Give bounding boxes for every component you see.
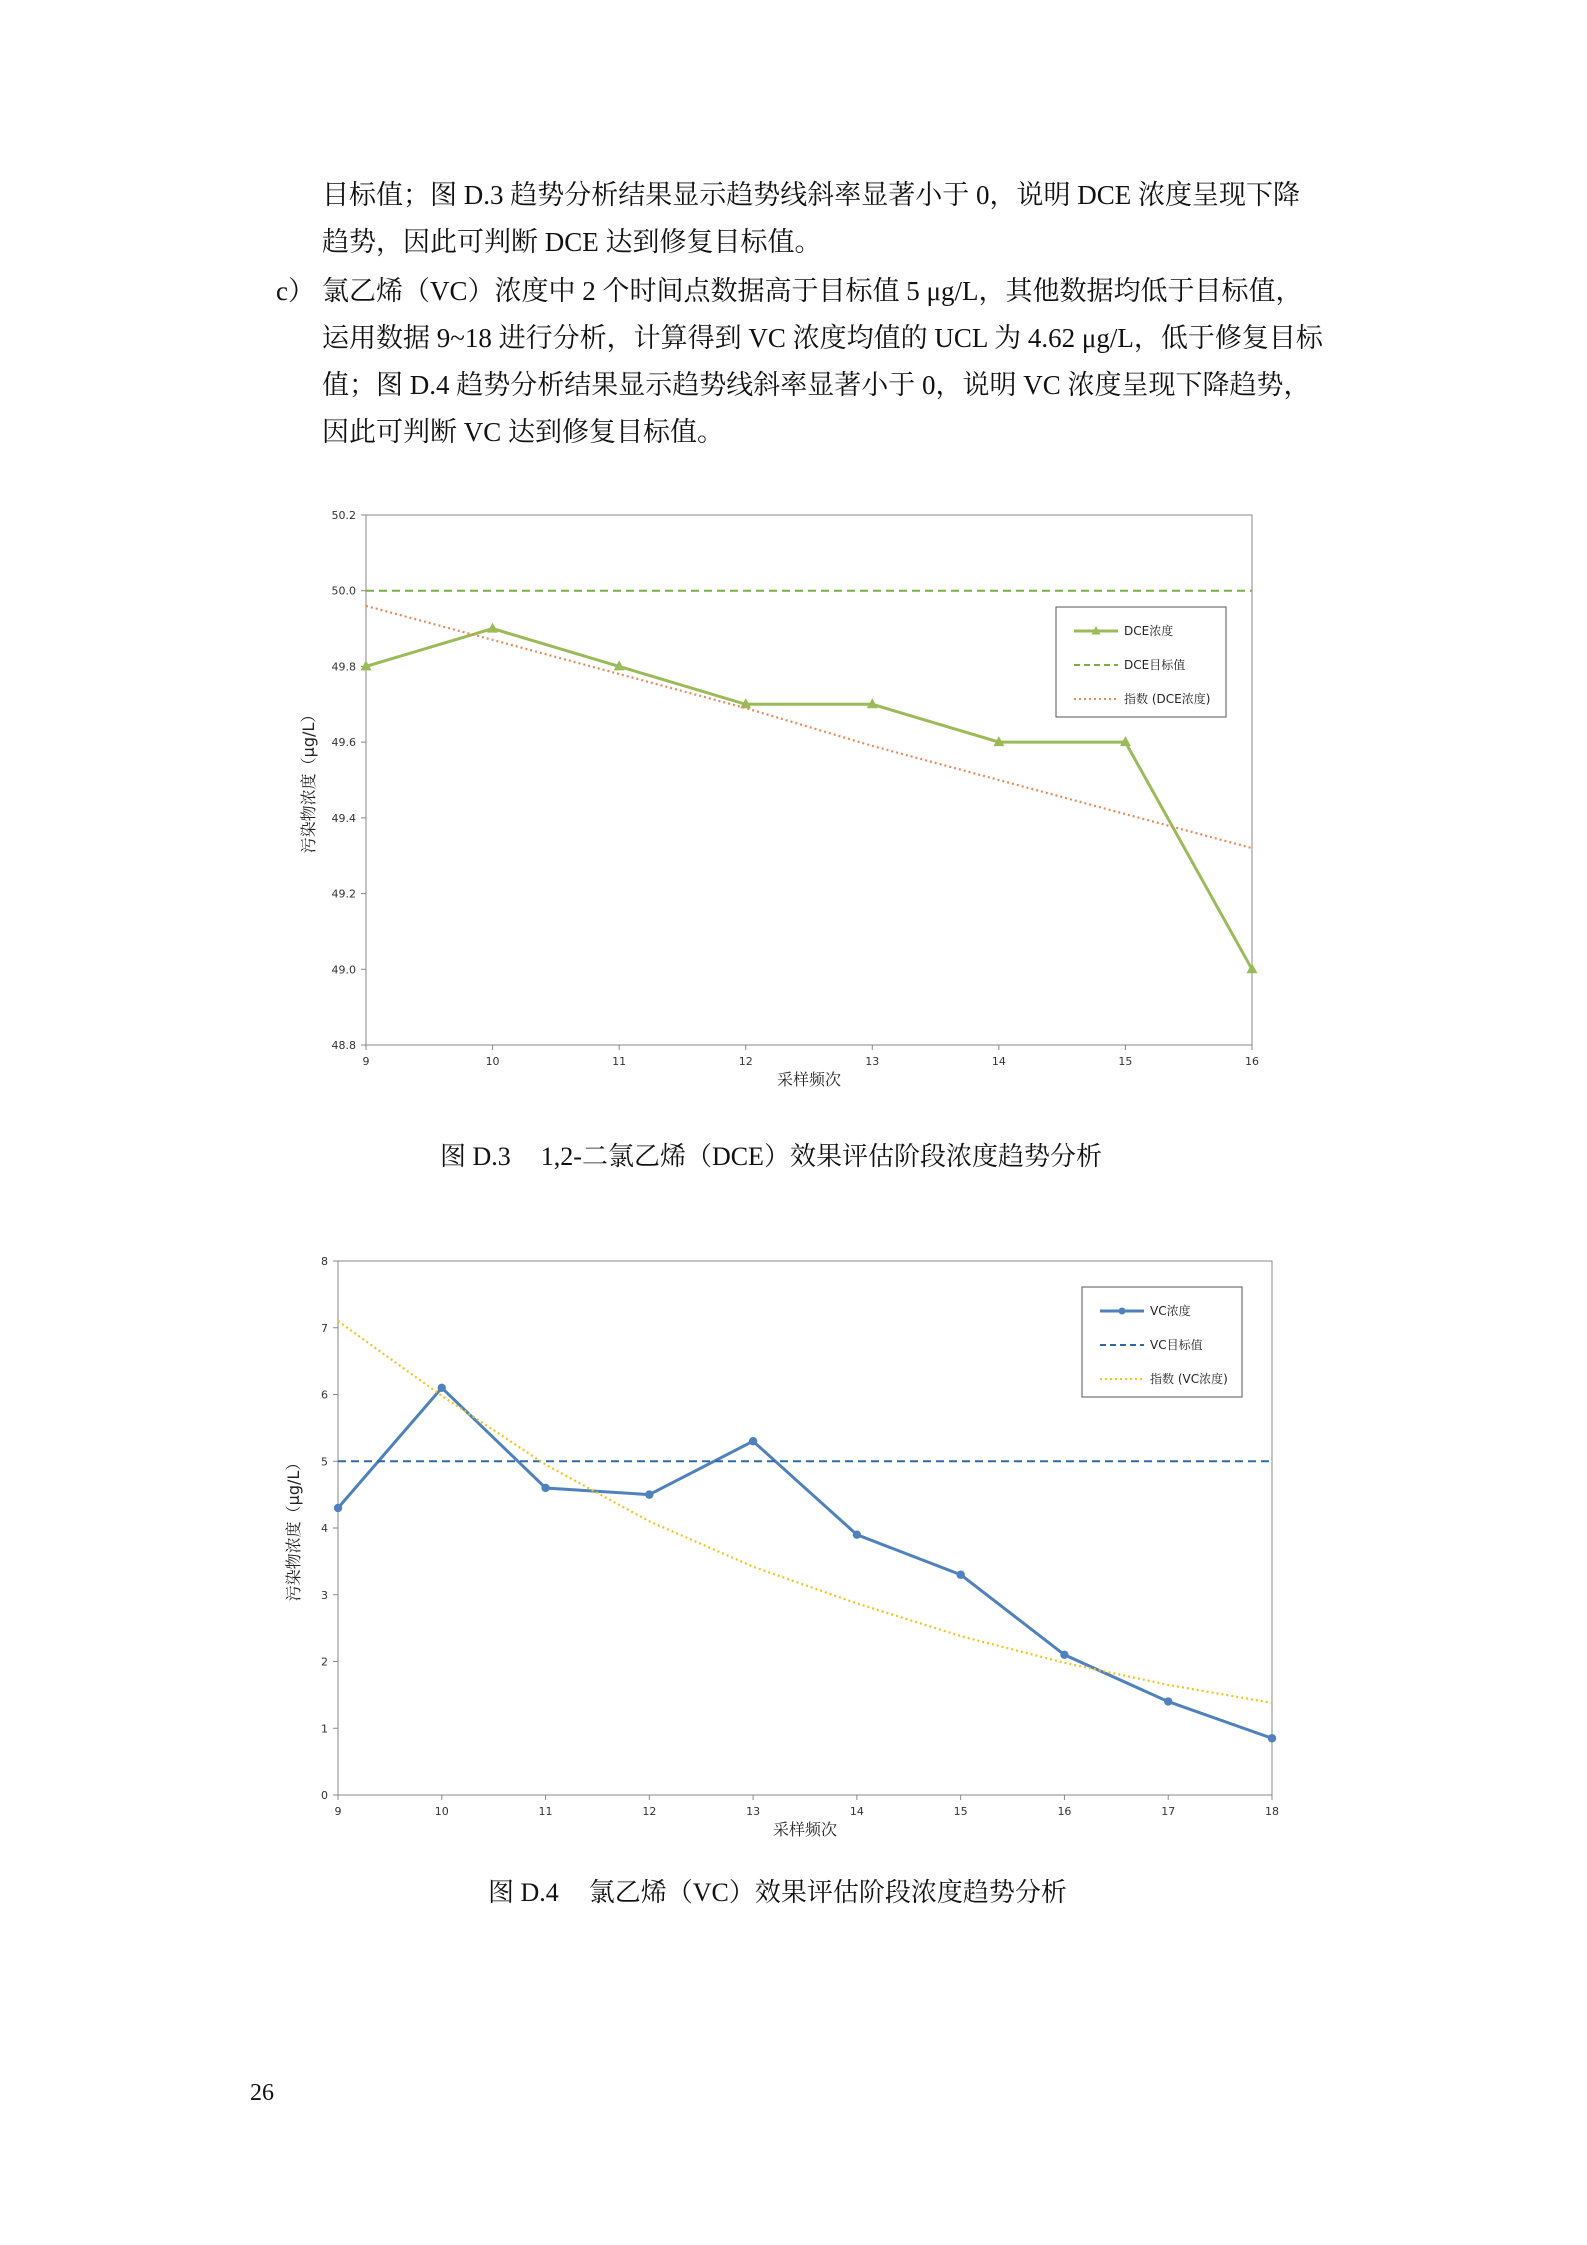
legend-marker [1119,1308,1126,1315]
y-tick-label: 48.8 [331,1039,356,1052]
text-line: 趋势，因此可判断 DCE 达到修复目标值。 [322,227,822,257]
figure-number: 图 D.4 [488,1878,559,1907]
x-tick-label: 17 [1161,1805,1176,1818]
x-tick-label: 10 [434,1805,449,1818]
legend-label: 指数 (DCE浓度) [1124,692,1211,706]
figure-title: 1,2-二氯乙烯（DCE）效果评估阶段浓度趋势分析 [540,1142,1102,1171]
legend-label: VC浓度 [1150,1304,1191,1318]
data-point [334,1504,342,1512]
x-axis-label: 采样频次 [772,1820,838,1839]
x-tick-label: 14 [849,1805,864,1818]
y-axis-label: 污染物浓度（μg/L） [284,1454,303,1602]
x-tick-label: 12 [642,1805,657,1818]
data-point [541,1484,549,1492]
x-tick-label: 14 [991,1055,1006,1068]
figure-caption-d3 [440,1136,1102,1173]
y-tick-label: 49.6 [331,736,356,750]
x-tick-label: 15 [1118,1055,1133,1068]
legend-label: DCE目标值 [1124,658,1186,672]
y-axis-label: 污染物浓度（μg/L） [299,706,318,854]
x-tick-label: 10 [485,1055,500,1068]
figure-caption-d4 [488,1872,1067,1909]
list-item-c [276,268,1323,456]
legend-label: VC目标值 [1150,1338,1203,1352]
y-tick-label: 5 [321,1455,328,1469]
data-point [645,1490,653,1498]
x-axis-label: 采样频次 [776,1070,842,1089]
y-tick-label: 8 [321,1255,328,1268]
data-point [956,1571,964,1579]
text-line: 氯乙烯（VC）浓度中 2 个时间点数据高于目标值 5 μg/L，其他数据均低于目标值， [322,276,1303,306]
legend-label: DCE浓度 [1124,624,1174,638]
y-tick-label: 49.4 [331,811,356,825]
y-tick-label: 4 [321,1522,328,1535]
text-line: 目标值；图 D.3 趋势分析结果显示趋势线斜率显著小于 0，说明 DCE 浓度呈现下降 [322,180,1300,210]
dce-trend-chart [296,505,1276,1125]
x-tick-label: 15 [953,1805,968,1818]
y-tick-label: 49.8 [331,660,356,674]
x-tick-label: 9 [334,1805,342,1818]
y-tick-label: 2 [321,1655,328,1669]
data-point [1268,1734,1276,1742]
data-point [749,1437,757,1445]
y-tick-label: 49.0 [331,963,356,977]
y-tick-label: 50.0 [331,584,356,598]
data-point [438,1384,446,1392]
figure-title: 氯乙烯（VC）效果评估阶段浓度趋势分析 [588,1878,1067,1907]
data-point [853,1530,861,1538]
y-tick-label: 1 [321,1722,328,1736]
text-line: 运用数据 9~18 进行分析，计算得到 VC 浓度均值的 UCL 为 4.62 μg/L，低于修复目标 [322,323,1323,353]
x-tick-label: 11 [612,1055,627,1068]
figure-number: 图 D.3 [440,1142,511,1171]
x-tick-label: 16 [1057,1805,1072,1818]
x-tick-label: 18 [1265,1805,1279,1818]
page-number: 26 [250,2080,274,2106]
text-line: 值；图 D.4 趋势分析结果显示趋势线斜率显著小于 0，说明 VC 浓度呈现下降趋势， [322,370,1311,400]
x-tick-label: 16 [1245,1055,1259,1068]
vc-trend-chart [284,1251,1294,1871]
y-tick-label: 50.2 [331,509,356,522]
x-tick-label: 13 [865,1055,880,1068]
x-tick-label: 12 [738,1055,753,1068]
x-tick-label: 11 [538,1805,553,1818]
data-point [1164,1697,1172,1705]
list-marker: c） [276,276,315,306]
data-point [1060,1651,1068,1659]
text-line: 因此可判断 VC 达到修复目标值。 [322,417,725,447]
y-tick-label: 3 [321,1588,328,1602]
x-tick-label: 13 [746,1805,761,1818]
y-tick-label: 7 [321,1321,328,1335]
plot-area [366,515,1252,1045]
y-tick-label: 49.2 [331,887,356,901]
y-tick-label: 0 [321,1789,328,1802]
y-tick-label: 6 [321,1388,328,1402]
legend-label: 指数 (VC浓度) [1150,1372,1228,1386]
x-tick-label: 9 [362,1055,370,1068]
intro-paragraph [322,172,1300,266]
